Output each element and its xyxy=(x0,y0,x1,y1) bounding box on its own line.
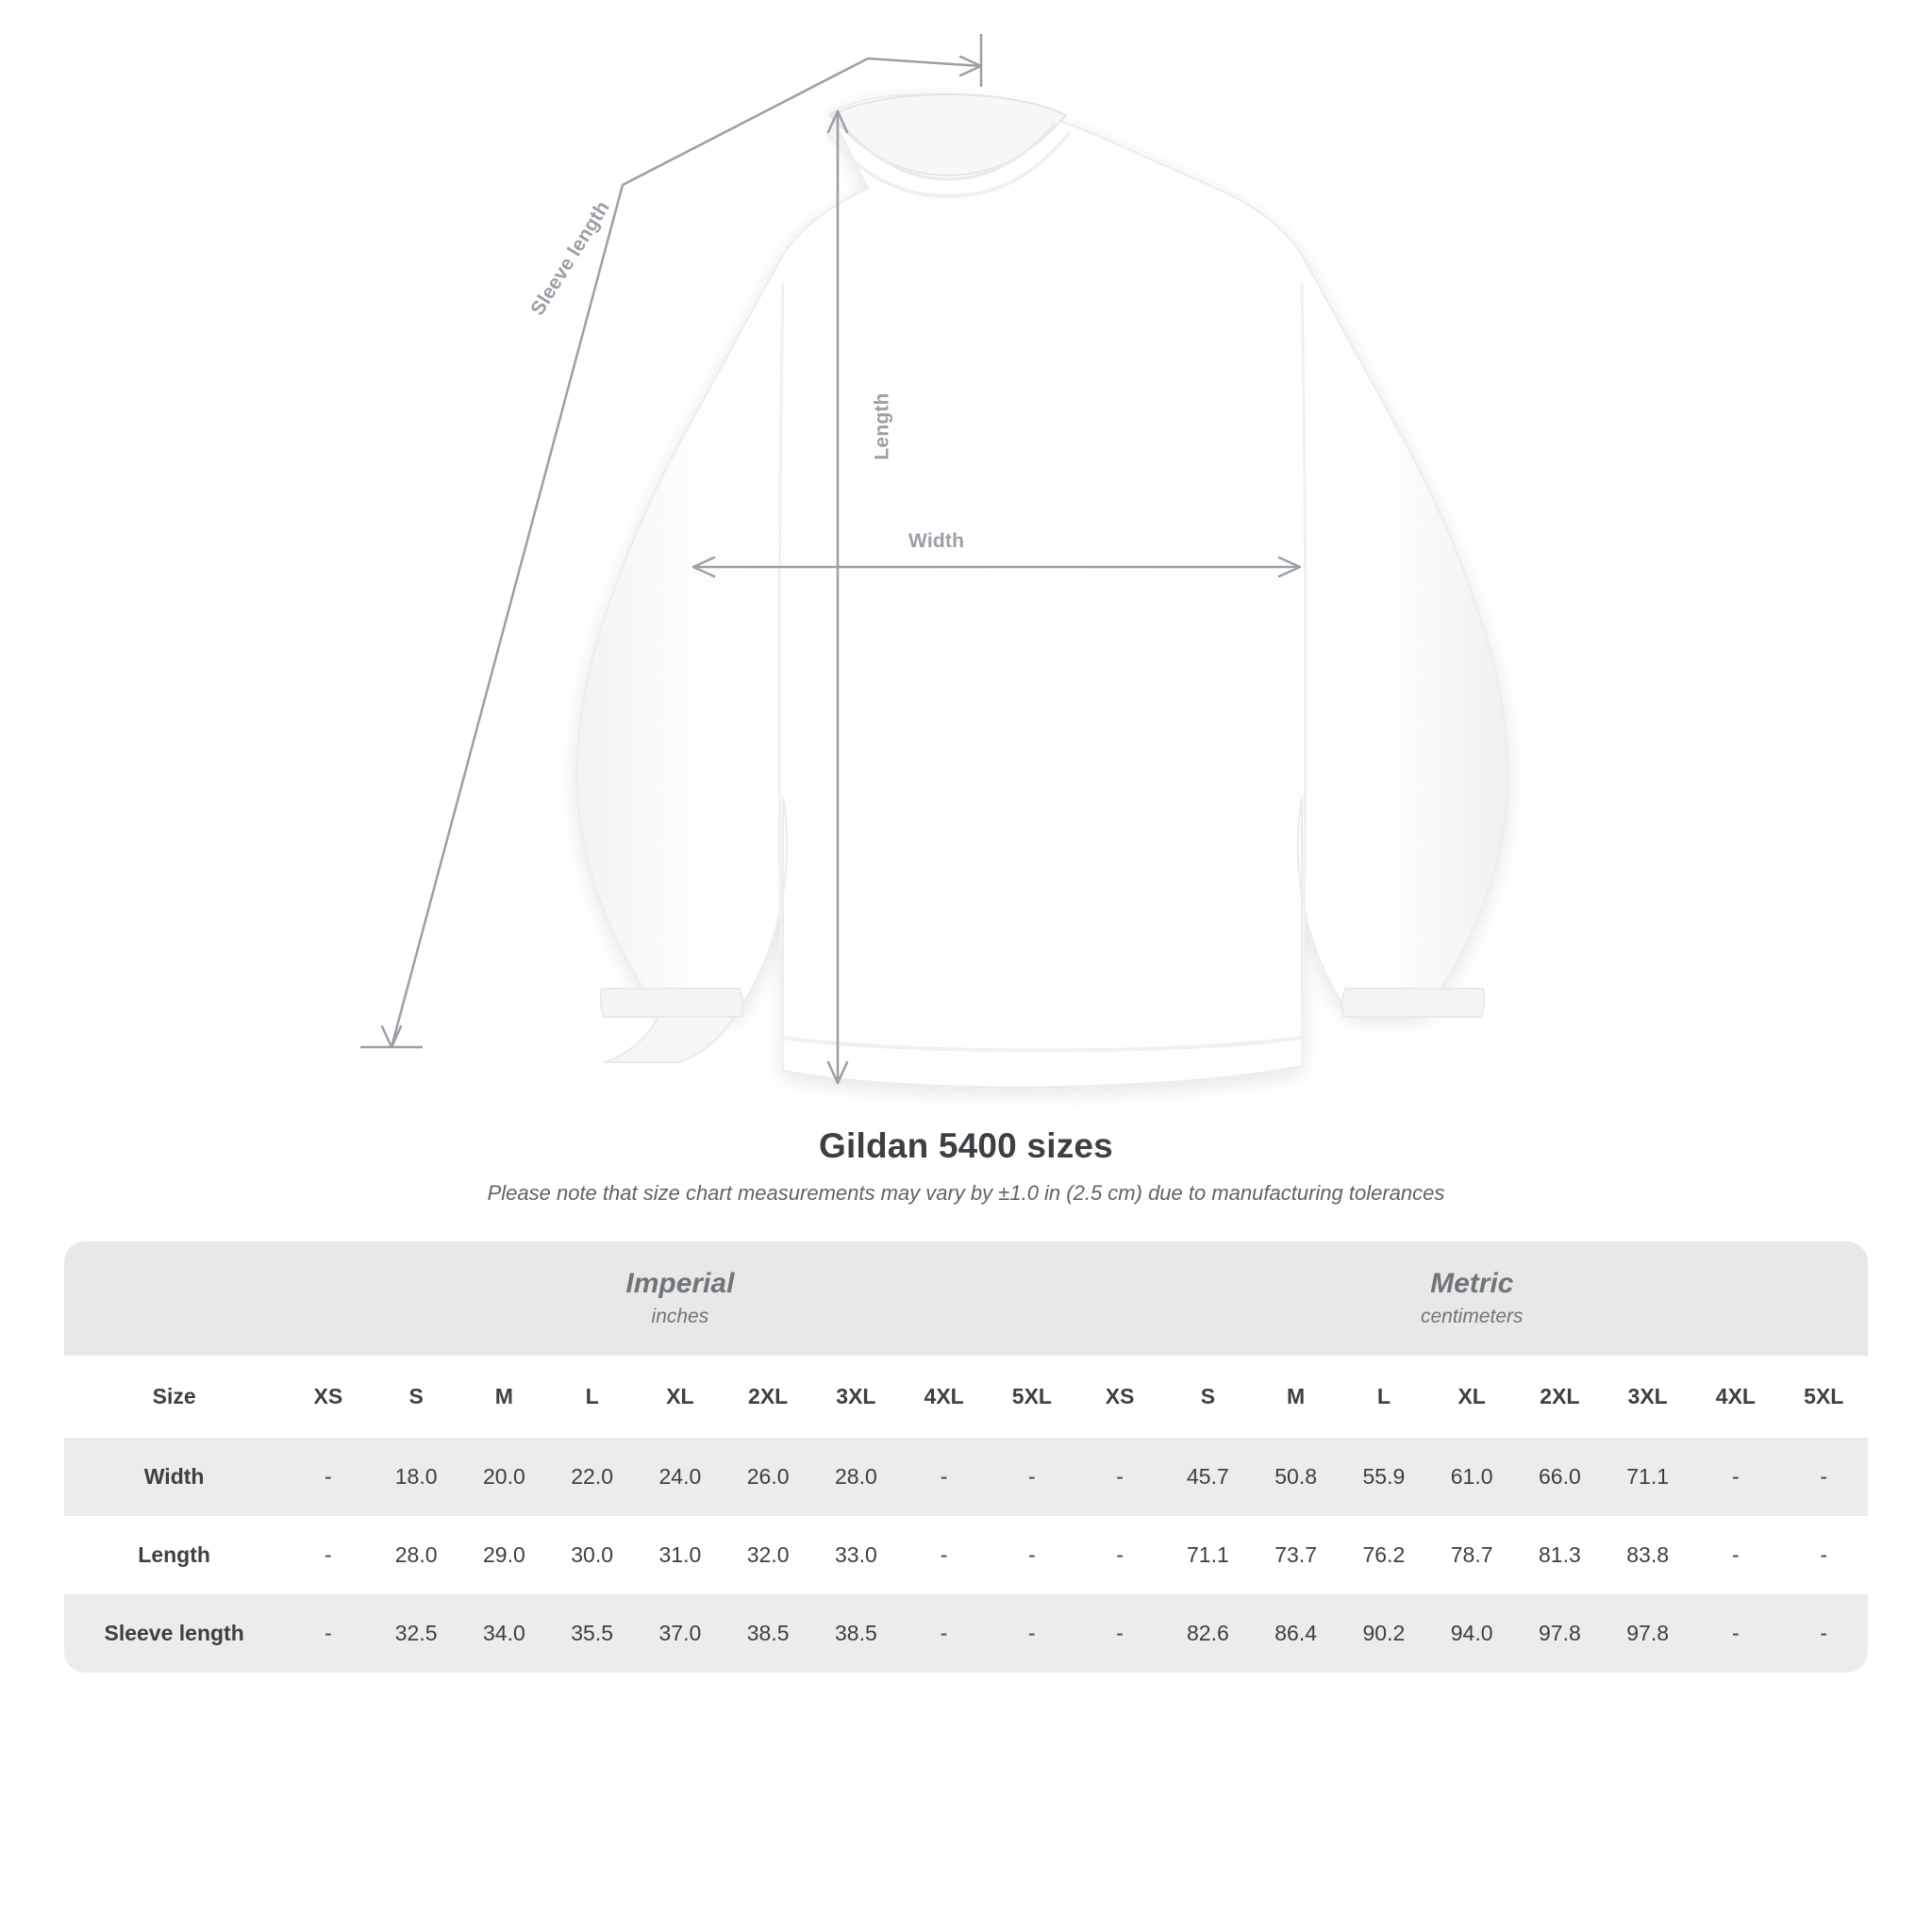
cell-r0-c2: 20.0 xyxy=(460,1438,548,1516)
cell-r2-c11: 86.4 xyxy=(1252,1594,1340,1673)
metric-unit: centimeters xyxy=(1420,1305,1524,1327)
cell-r1-c9: - xyxy=(1076,1516,1164,1594)
cell-r0-c12: 55.9 xyxy=(1340,1438,1427,1516)
cell-r0-c10: 45.7 xyxy=(1164,1438,1252,1516)
cell-r0-c13: 61.0 xyxy=(1428,1438,1516,1516)
cell-r2-c17: - xyxy=(1780,1594,1868,1673)
cell-r2-c2: 34.0 xyxy=(460,1594,548,1673)
size-column-header-0: XS xyxy=(284,1356,372,1438)
cell-r2-c15: 97.8 xyxy=(1604,1594,1691,1673)
size-column-header-3: L xyxy=(548,1356,636,1438)
cell-r1-c11: 73.7 xyxy=(1252,1516,1340,1594)
sleeve-length-label: Sleeve length xyxy=(526,197,614,320)
cell-r0-c6: 28.0 xyxy=(812,1438,900,1516)
cell-r1-c2: 29.0 xyxy=(460,1516,548,1594)
cell-r1-c6: 33.0 xyxy=(812,1516,900,1594)
imperial-header xyxy=(284,1241,1075,1356)
cell-r0-c17: - xyxy=(1780,1438,1868,1516)
cell-r1-c5: 32.0 xyxy=(724,1516,812,1594)
cell-r0-c14: 66.0 xyxy=(1516,1438,1604,1516)
cell-r2-c0: - xyxy=(284,1594,372,1673)
table-row xyxy=(64,1594,1868,1673)
cell-r1-c14: 81.3 xyxy=(1516,1516,1604,1594)
size-column-header-4: XL xyxy=(636,1356,724,1438)
page-title: Gildan 5400 sizes xyxy=(819,1126,1113,1165)
cell-r1-c15: 83.8 xyxy=(1604,1516,1691,1594)
cell-r0-c8: - xyxy=(988,1438,1075,1516)
size-column-header-12: L xyxy=(1340,1356,1427,1438)
title-block xyxy=(0,1126,1932,1206)
size-column-header-13: XL xyxy=(1428,1356,1516,1438)
cell-r2-c5: 38.5 xyxy=(724,1594,812,1673)
size-column-header-10: S xyxy=(1164,1356,1252,1438)
cell-r1-c4: 31.0 xyxy=(636,1516,724,1594)
size-table-container xyxy=(64,1241,1868,1673)
cell-r2-c4: 37.0 xyxy=(636,1594,724,1673)
cell-r0-c9: - xyxy=(1076,1438,1164,1516)
cell-r2-c8: - xyxy=(988,1594,1075,1673)
row-label-2: Sleeve length xyxy=(64,1594,284,1673)
size-column-header-17: 5XL xyxy=(1780,1356,1868,1438)
cell-r2-c13: 94.0 xyxy=(1428,1594,1516,1673)
size-column-header-6: 3XL xyxy=(812,1356,900,1438)
cell-r1-c1: 28.0 xyxy=(373,1516,460,1594)
cell-r2-c10: 82.6 xyxy=(1164,1594,1252,1673)
cell-r0-c16: - xyxy=(1691,1438,1779,1516)
cell-r0-c15: 71.1 xyxy=(1604,1438,1691,1516)
system-header-spacer xyxy=(64,1241,284,1356)
cell-r0-c3: 22.0 xyxy=(548,1438,636,1516)
cell-r1-c12: 76.2 xyxy=(1340,1516,1427,1594)
cell-r0-c4: 24.0 xyxy=(636,1438,724,1516)
cell-r1-c7: - xyxy=(900,1516,988,1594)
shirt-silhouette xyxy=(577,94,1508,1087)
cell-r1-c17: - xyxy=(1780,1516,1868,1594)
size-column-header-9: XS xyxy=(1076,1356,1164,1438)
cell-r0-c7: - xyxy=(900,1438,988,1516)
size-column-header-1: S xyxy=(373,1356,460,1438)
cell-r0-c11: 50.8 xyxy=(1252,1438,1340,1516)
cell-r1-c8: - xyxy=(988,1516,1075,1594)
size-table xyxy=(64,1241,1868,1673)
metric-title: Metric xyxy=(1430,1268,1514,1299)
cuff-right xyxy=(1342,989,1485,1017)
cell-r1-c3: 30.0 xyxy=(548,1516,636,1594)
table-row xyxy=(64,1438,1868,1516)
system-header-row xyxy=(64,1241,1868,1356)
size-column-header-11: M xyxy=(1252,1356,1340,1438)
size-column-header-5: 2XL xyxy=(724,1356,812,1438)
cell-r2-c16: - xyxy=(1691,1594,1779,1673)
cell-r0-c5: 26.0 xyxy=(724,1438,812,1516)
cell-r2-c9: - xyxy=(1076,1594,1164,1673)
cell-r1-c16: - xyxy=(1691,1516,1779,1594)
size-column-header-15: 3XL xyxy=(1604,1356,1691,1438)
cell-r1-c13: 78.7 xyxy=(1428,1516,1516,1594)
cell-r0-c0: - xyxy=(284,1438,372,1516)
cuff-left xyxy=(601,989,743,1017)
cell-r2-c14: 97.8 xyxy=(1516,1594,1604,1673)
cell-r2-c12: 90.2 xyxy=(1340,1594,1427,1673)
size-header-cell: Size xyxy=(64,1356,284,1438)
tolerance-note: Please note that size chart measurements may vary by ±1.0 in (2.5 cm) due to manufacturing tolerances xyxy=(487,1181,1445,1205)
imperial-unit: inches xyxy=(651,1305,709,1327)
size-table-body xyxy=(64,1438,1868,1673)
row-label-0: Width xyxy=(64,1438,284,1516)
size-column-header-8: 5XL xyxy=(988,1356,1075,1438)
size-column-header-2: M xyxy=(460,1356,548,1438)
imperial-title: Imperial xyxy=(625,1268,735,1299)
length-label: Length xyxy=(871,392,893,460)
size-column-header-16: 4XL xyxy=(1691,1356,1779,1438)
size-header-row xyxy=(64,1356,1868,1438)
cell-r0-c1: 18.0 xyxy=(373,1438,460,1516)
size-column-header-7: 4XL xyxy=(900,1356,988,1438)
table-row xyxy=(64,1516,1868,1594)
cell-r2-c1: 32.5 xyxy=(373,1594,460,1673)
cell-r2-c6: 38.5 xyxy=(812,1594,900,1673)
cell-r2-c7: - xyxy=(900,1594,988,1673)
cell-r1-c0: - xyxy=(284,1516,372,1594)
size-column-header-14: 2XL xyxy=(1516,1356,1604,1438)
width-label: Width xyxy=(908,530,965,552)
row-label-1: Length xyxy=(64,1516,284,1594)
metric-header xyxy=(1076,1241,1868,1356)
cell-r2-c3: 35.5 xyxy=(548,1594,636,1673)
cell-r1-c10: 71.1 xyxy=(1164,1516,1252,1594)
